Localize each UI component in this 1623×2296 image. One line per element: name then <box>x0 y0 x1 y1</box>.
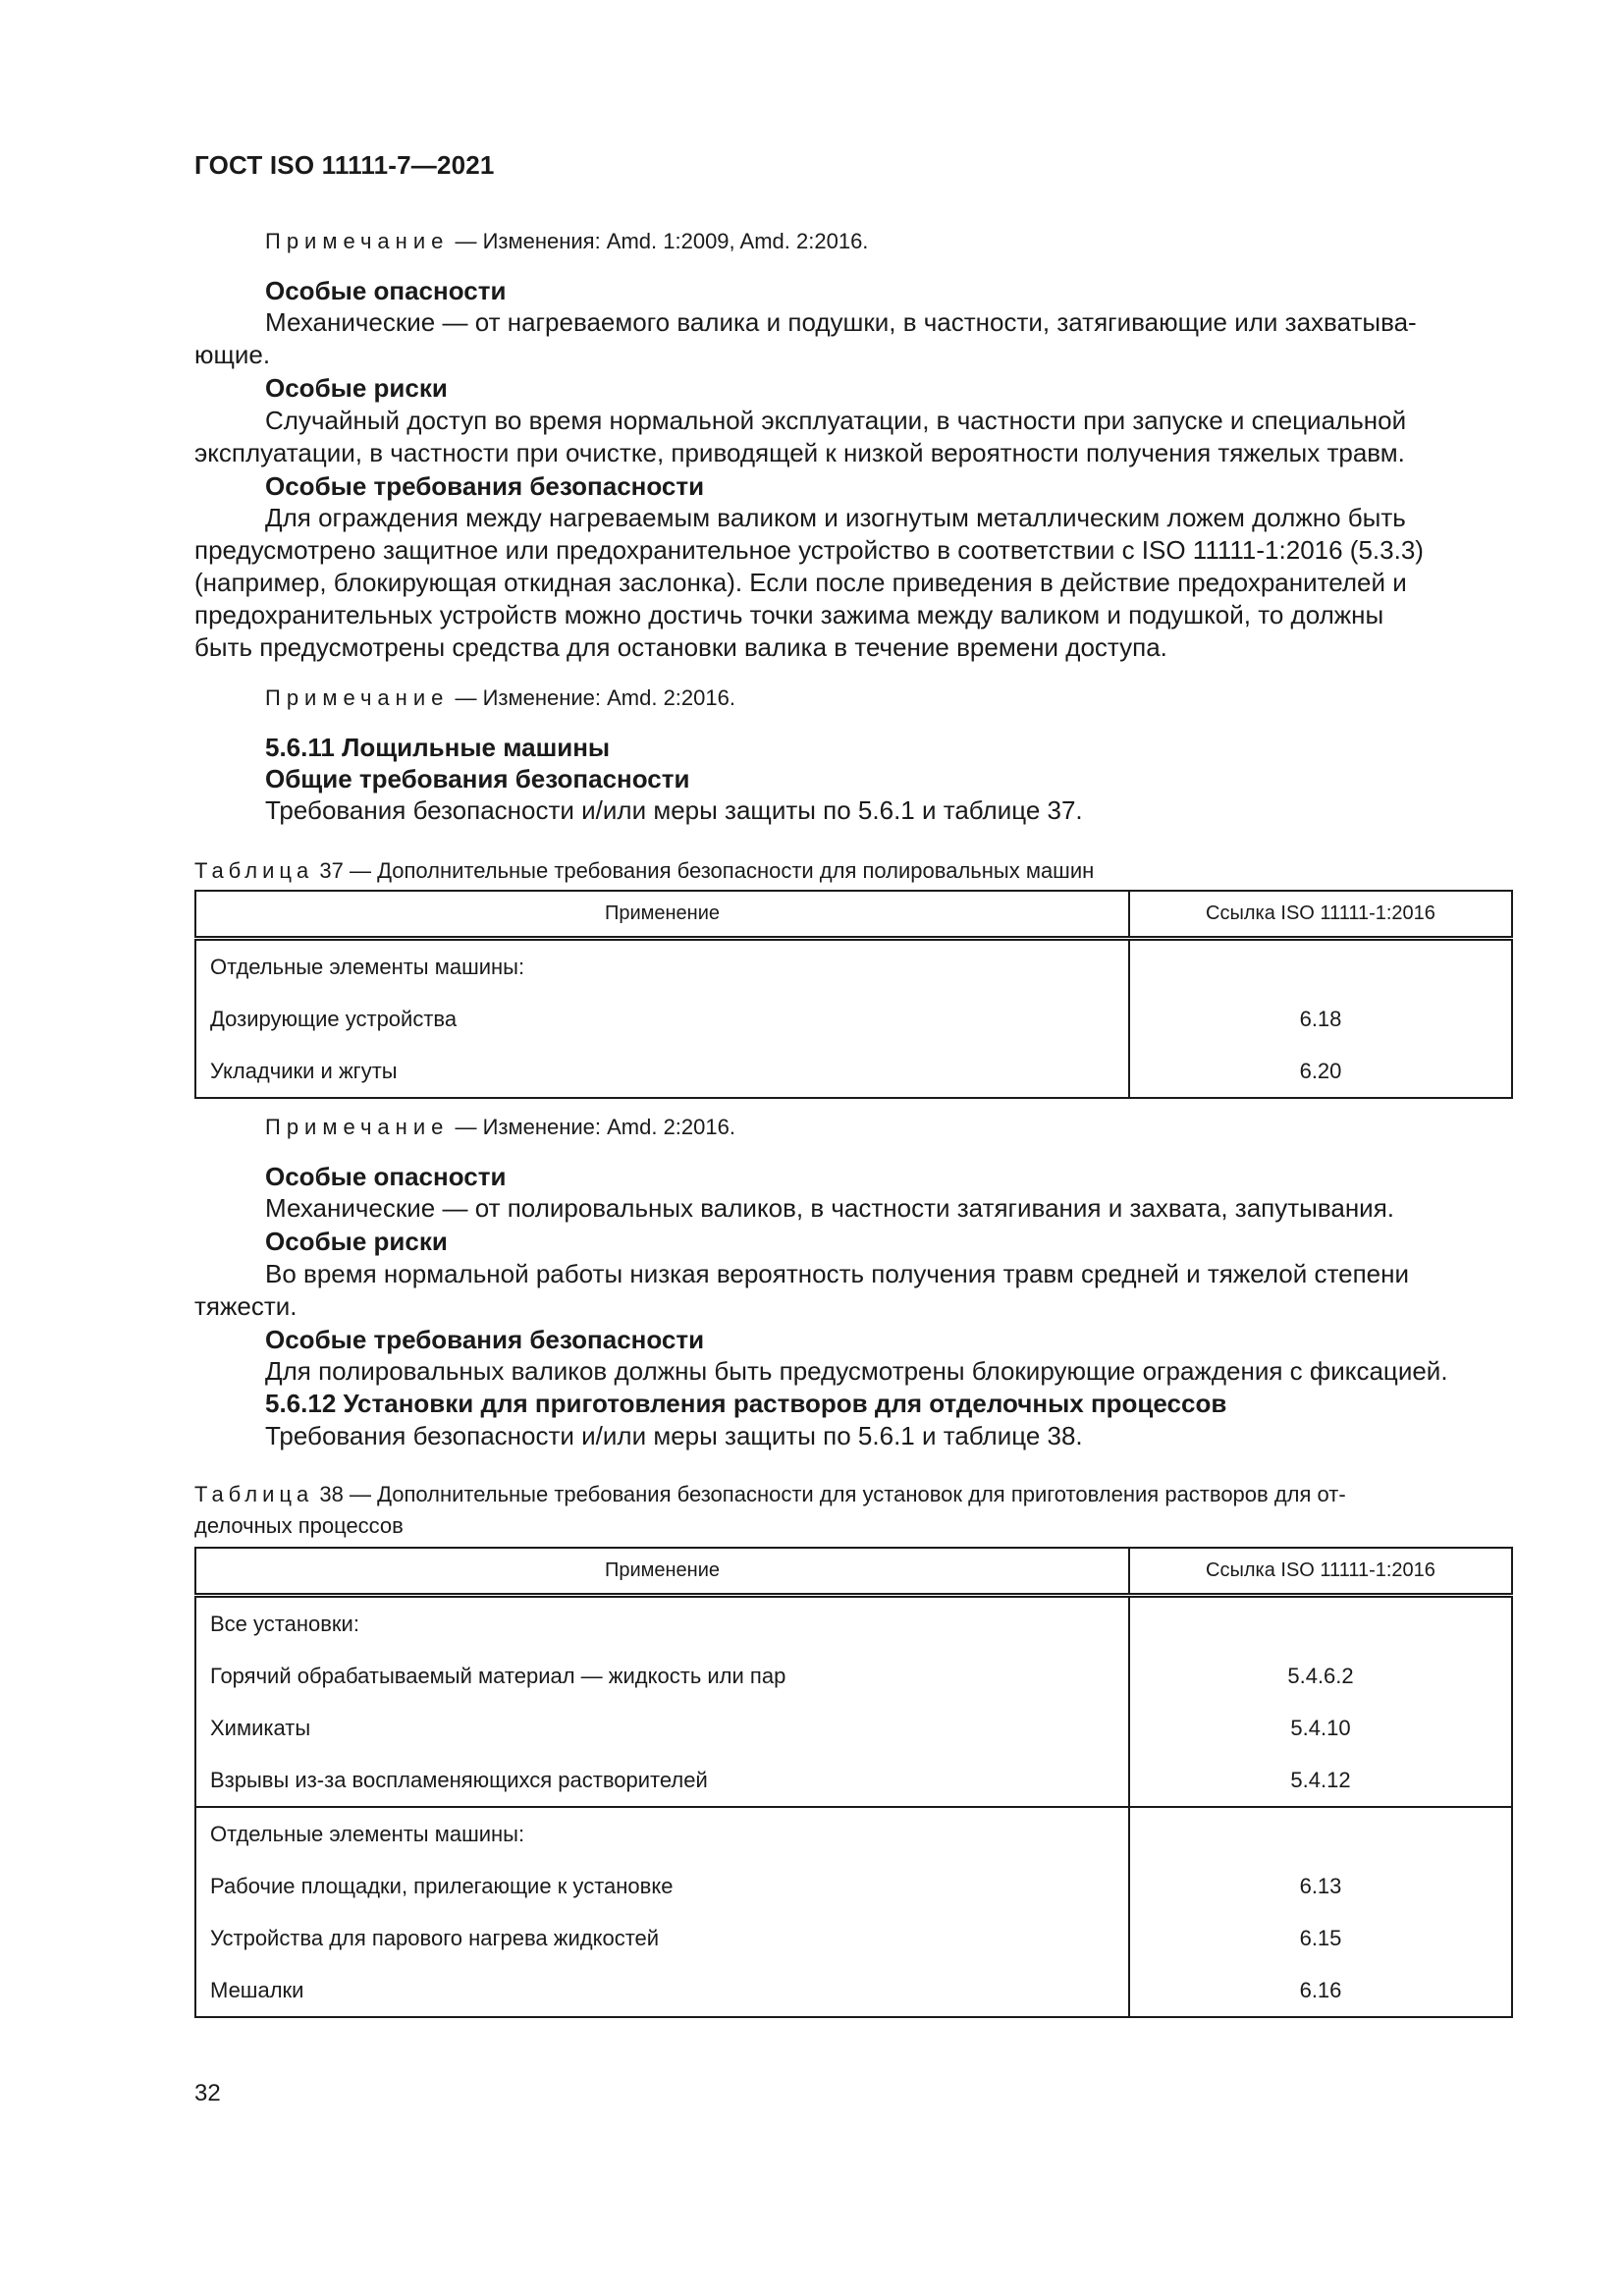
cell-application: Химикаты <box>195 1702 1129 1754</box>
caption-text-2: делочных процессов <box>194 1513 404 1538</box>
table-row <box>195 1912 1512 1964</box>
column-header-reference: Ссылка ISO 11111-1:2016 <box>1129 1548 1512 1596</box>
cell-application: Рабочие площадки, прилегающие к установке <box>195 1860 1129 1912</box>
req-line-2: предусмотрено защитное или предохранительное устройство в соответствии с ISO 11111-1:2016 (5.3.3) <box>194 535 1424 565</box>
cell-application: Отдельные элементы машины: <box>195 939 1129 994</box>
document-header: ГОСТ ISO 11111-7—2021 <box>194 150 495 180</box>
table-header-row <box>195 1548 1512 1596</box>
note <box>265 229 868 254</box>
cell-reference: 6.16 <box>1129 1964 1512 2017</box>
table-row <box>195 1650 1512 1702</box>
risks-line-1: Случайный доступ во время нормальной эксплуатации, в частности при запуске и специальной <box>265 406 1407 435</box>
cell-reference <box>1129 939 1512 994</box>
note-label: Примечание <box>265 1115 450 1139</box>
note-text: — Изменение: Amd. 2:2016. <box>449 685 735 710</box>
paragraph-risks <box>194 1258 1513 1323</box>
table-row <box>195 939 1512 994</box>
req-line-5: быть предусмотрены средства для остановки валика в течение времени доступа. <box>194 632 1167 662</box>
caption-text: 37 — Дополнительные требования безопасности для полировальных машин <box>313 858 1095 883</box>
cell-reference: 6.13 <box>1129 1860 1512 1912</box>
cell-application: Устройства для парового нагрева жидкостей <box>195 1912 1129 1964</box>
caption-text-1: 38 — Дополнительные требования безопасности для установок для приготовления растворов для от- <box>313 1482 1346 1506</box>
cell-application: Взрывы из-за воспламеняющихся растворителей <box>195 1754 1129 1807</box>
column-header-application: Применение <box>195 1548 1129 1596</box>
section-heading-5-6-11: 5.6.11 Лощильные машины <box>265 733 611 762</box>
table-header-row <box>195 891 1512 939</box>
table-row <box>195 1045 1512 1098</box>
paragraph-requirements <box>194 502 1513 664</box>
table-row <box>195 1860 1512 1912</box>
paragraph-hazards: Механические — от полировальных валиков, в частности затягивания и захвата, запутывания. <box>265 1193 1395 1223</box>
note-text: — Изменения: Amd. 1:2009, Amd. 2:2016. <box>449 229 869 253</box>
cell-reference: 6.15 <box>1129 1912 1512 1964</box>
cell-reference <box>1129 1596 1512 1651</box>
cell-reference: 5.4.10 <box>1129 1702 1512 1754</box>
risks-line-1: Во время нормальной работы низкая вероятность получения травм средней и тяжелой степени <box>265 1259 1409 1288</box>
note <box>265 1115 735 1140</box>
table-row <box>195 993 1512 1045</box>
risks-line-2: тяжести. <box>194 1291 298 1321</box>
paragraph-general-requirements: Требования безопасности и/или меры защиты по 5.6.1 и таблице 37. <box>265 795 1083 825</box>
req-line-4: предохранительных устройств можно достичь точки зажима между валиком и подушкой, то должны <box>194 600 1384 629</box>
cell-application: Дозирующие устройства <box>195 993 1129 1045</box>
paragraph-general-requirements: Требования безопасности и/или меры защиты по 5.6.1 и таблице 38. <box>265 1421 1083 1450</box>
heading-special-hazards: Особые опасности <box>265 1162 507 1191</box>
table-row <box>195 1754 1512 1807</box>
cell-reference: 6.20 <box>1129 1045 1512 1098</box>
page-number: 32 <box>194 2080 221 2106</box>
caption-label: Таблица <box>194 1482 314 1506</box>
heading-special-risks: Особые риски <box>265 373 448 403</box>
cell-application: Горячий обрабатываемый материал — жидкость или пар <box>195 1650 1129 1702</box>
cell-reference: 5.4.12 <box>1129 1754 1512 1807</box>
cell-application: Все установки: <box>195 1596 1129 1651</box>
note <box>265 685 735 711</box>
table-38-caption <box>194 1479 1513 1542</box>
note-label: Примечание <box>265 685 450 710</box>
paragraph-requirements: Для полировальных валиков должны быть предусмотрены блокирующие ограждения с фиксацией. <box>265 1356 1448 1386</box>
cell-application: Укладчики и жгуты <box>195 1045 1129 1098</box>
hazards-line-2: ющие. <box>194 340 271 369</box>
table-row <box>195 1964 1512 2017</box>
paragraph-hazards <box>194 306 1513 371</box>
table-37-caption <box>194 855 1513 887</box>
cell-reference: 5.4.6.2 <box>1129 1650 1512 1702</box>
cell-application: Мешалки <box>195 1964 1129 2017</box>
req-line-3: (например, блокирующая откидная заслонка). Если после приведения в действие предохранителей и <box>194 568 1407 597</box>
cell-application: Отдельные элементы машины: <box>195 1807 1129 1860</box>
table-37 <box>194 890 1513 1099</box>
table-row <box>195 1702 1512 1754</box>
column-header-reference: Ссылка ISO 11111-1:2016 <box>1129 891 1512 939</box>
heading-special-risks: Особые риски <box>265 1227 448 1256</box>
caption-label: Таблица <box>194 858 314 883</box>
heading-special-requirements: Особые требования безопасности <box>265 1325 705 1354</box>
section-heading-5-6-12: 5.6.12 Установки для приготовления растворов для отделочных процессов <box>265 1389 1227 1418</box>
paragraph-risks <box>194 405 1513 469</box>
heading-general-requirements: Общие требования безопасности <box>265 764 690 793</box>
cell-reference: 6.18 <box>1129 993 1512 1045</box>
cell-reference <box>1129 1807 1512 1860</box>
table-row <box>195 1596 1512 1651</box>
note-text: — Изменение: Amd. 2:2016. <box>449 1115 735 1139</box>
heading-special-hazards: Особые опасности <box>265 276 507 305</box>
heading-special-requirements: Особые требования безопасности <box>265 471 705 501</box>
note-label: Примечание <box>265 229 450 253</box>
table-row <box>195 1807 1512 1860</box>
table-38 <box>194 1547 1513 2018</box>
column-header-application: Применение <box>195 891 1129 939</box>
hazards-line-1: Механические — от нагреваемого валика и подушки, в частности, затягивающие или захватыва- <box>265 307 1417 337</box>
req-line-1: Для ограждения между нагреваемым валиком и изогнутым металлическим ложем должно быть <box>265 503 1406 532</box>
risks-line-2: эксплуатации, в частности при очистке, приводящей к низкой вероятности получения тяжелых травм. <box>194 438 1405 467</box>
